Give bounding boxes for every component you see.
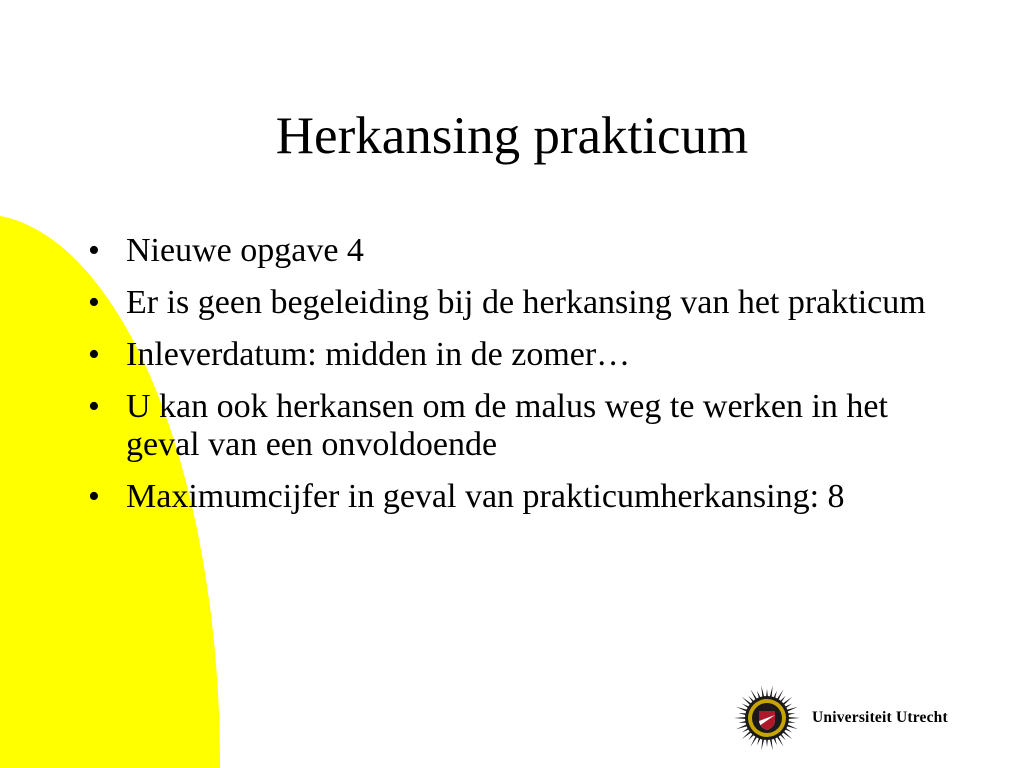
bullet-dot-icon: •: [88, 232, 100, 269]
bullet-text: Inleverdatum: midden in de zomer…: [126, 336, 631, 373]
bullet-dot-icon: •: [88, 336, 100, 373]
university-seal-icon: [734, 685, 800, 751]
bullet-list: [88, 232, 968, 530]
bullet-item: [88, 388, 968, 464]
bullet-text: Maximumcijfer in geval van prakticumherkansing: 8: [126, 478, 845, 515]
bullet-dot-icon: •: [88, 388, 100, 425]
bullet-text: U kan ook herkansen om de malus weg te werken in het geval van een onvoldoende: [126, 388, 888, 463]
bullet-item: [88, 478, 968, 516]
university-logo: [734, 683, 994, 753]
bullet-item: [88, 284, 968, 322]
bullet-text: Er is geen begeleiding bij de herkansing van het prakticum: [126, 284, 926, 321]
bullet-dot-icon: •: [88, 284, 100, 321]
slide-title: Herkansing prakticum: [275, 107, 749, 165]
bullet-item: [88, 232, 968, 270]
university-name: Universiteit Utrecht: [812, 709, 948, 726]
bullet-text: Nieuwe opgave 4: [126, 232, 364, 269]
bullet-dot-icon: •: [88, 478, 100, 515]
bullet-item: [88, 336, 968, 374]
